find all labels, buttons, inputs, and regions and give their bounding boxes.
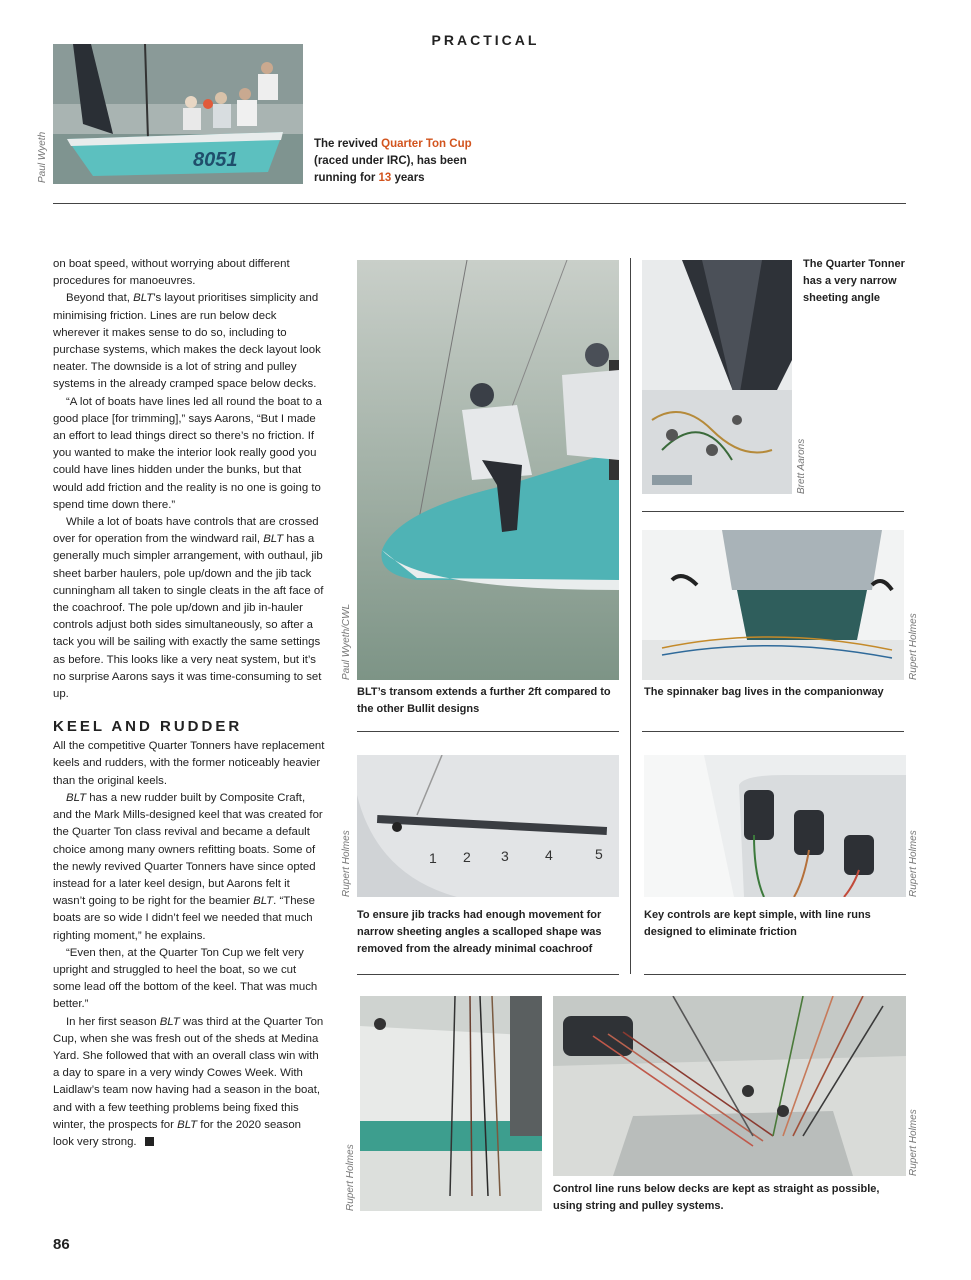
sheeting-angle-photo-credit: Brett Aarons: [796, 438, 807, 494]
paragraph: on boat speed, without worrying about different procedures for manoeuvres.: [53, 258, 290, 288]
paragraph: “Even then, at the Quarter Ton Cup we felt very upright and struggled to heel the boat, so we cut some lead off the bottom of the keel. That was much better.”: [53, 946, 318, 1011]
photo-column-divider: [630, 258, 631, 974]
paragraph: BLT has a new rudder built by Composite Craft, and the Mark Mills-designed keel that was created for the Quarter Ton class revival and became a default choice among many owners refitting boats. Some of the newly revived Quarter Tonners have since opted instead for a later keel design, but Aarons felt it wasn’t going to be right for the beamier BLT. “These boats are so wide I didn’t feel we needed that much righting moment,” he explains.: [53, 791, 323, 942]
key-controls-photo: [644, 755, 906, 897]
spinnaker-bag-caption: The spinnaker bag lives in the companionway: [644, 686, 884, 698]
transom-photo: [357, 260, 619, 680]
track-mark: 1: [429, 850, 437, 866]
section-tag: PRACTICAL: [431, 32, 540, 48]
paragraph: In her first season BLT was third at the Quarter Ton Cup, when she was fresh out of the sheds at Medina Yard. She followed that with an overall class win with a day to spare in a very windy Cowes Week. With Laidlaw’s team now having had a season in the boat, and with a few teething problems being fixed this winter, the prospects for BLT for the 2020 season look very strong.: [53, 1015, 324, 1148]
spinnaker-bag-photo-credit: Rupert Holmes: [908, 613, 919, 680]
jib-track-photo: [357, 755, 619, 897]
transom-photo-credit: Paul Wyeth/CWL: [341, 603, 352, 680]
track-mark: 2: [463, 849, 471, 865]
boat-number: 8051: [193, 149, 238, 171]
below-decks-right-photo-credit: Rupert Holmes: [908, 1109, 919, 1176]
jib-track-photo-credit: Rupert Holmes: [341, 830, 352, 897]
page-number: 86: [53, 1236, 70, 1253]
article-body: [53, 256, 325, 1151]
jib-track-caption: To ensure jib tracks had enough movement for narrow sheeting angles a scalloped shape was removed from the already minimal coachroof: [357, 909, 602, 955]
caption-divider: [642, 731, 904, 732]
end-mark: [145, 1137, 154, 1146]
below-decks-right-photo: [553, 996, 906, 1176]
key-controls-photo-credit: Rupert Holmes: [908, 830, 919, 897]
below-decks-caption: Control line runs below decks are kept as straight as possible, using string and pulley systems.: [553, 1183, 880, 1212]
below-decks-left-photo-credit: Rupert Holmes: [345, 1144, 356, 1211]
paragraph: While a lot of boats have controls that are crossed over for operation from the windward rail, BLT has a generally much simpler arrangement, with outhaul, jib sheet barber haulers, pole up/down and the jib tack cunningham all taken to single cleats in the aft face of the coachroof. The pole up/down and jib in-hauler controls adjust both sides simultaneously, so after a tack you will be sailing with exactly the same settings as before. This looks like a very neat system, but it’s no surprise Aarons says it was time-consuming to set up.: [53, 516, 324, 701]
caption-divider: [357, 731, 619, 732]
caption-divider: [644, 974, 906, 975]
paragraph: “A lot of boats have lines led all round the boat to a good place [for trimming],” says Aarons, “But I made an effort to lead things direct so there’s no friction. If you wanted to make the interior look really good you could have lines hidden under the bunks, but that would add friction and the reality is no one is going to spend time down there.”: [53, 395, 322, 511]
track-mark: 4: [545, 847, 553, 863]
spinnaker-bag-photo: [642, 530, 904, 680]
paragraph: All the competitive Quarter Tonners have replacement keels and rudders, with the former noticeably heavier than the original keels.: [53, 740, 325, 787]
top-photo-caption: The revived Quarter Ton Cup (raced under IRC), has been running for 13 years: [314, 138, 472, 184]
sheeting-angle-photo: [642, 260, 792, 494]
transom-photo-caption: BLT’s transom extends a further 2ft compared to the other Bullit designs: [357, 686, 611, 715]
top-photo-credit: Paul Wyeth: [37, 131, 48, 183]
header-divider: [53, 203, 906, 204]
track-mark: 5: [595, 846, 603, 862]
section-heading-keel-rudder: KEEL AND RUDDER: [53, 718, 243, 736]
caption-divider: [357, 974, 619, 975]
sheeting-angle-caption: The Quarter Tonner has a very narrow sheeting angle: [803, 258, 905, 304]
caption-divider: [642, 511, 904, 512]
key-controls-caption: Key controls are kept simple, with line runs designed to eliminate friction: [644, 909, 871, 938]
top-photo-boat-8051: [53, 44, 303, 184]
below-decks-left-photo: [360, 996, 542, 1211]
paragraph: Beyond that, BLT’s layout prioritises simplicity and minimising friction. Lines are run below deck wherever it makes sense to do so, including to purchase systems, which makes the deck layout look neater. The downside is a lot of string and pulley systems in the already cramped space below decks.: [53, 292, 321, 391]
track-mark: 3: [501, 848, 509, 864]
